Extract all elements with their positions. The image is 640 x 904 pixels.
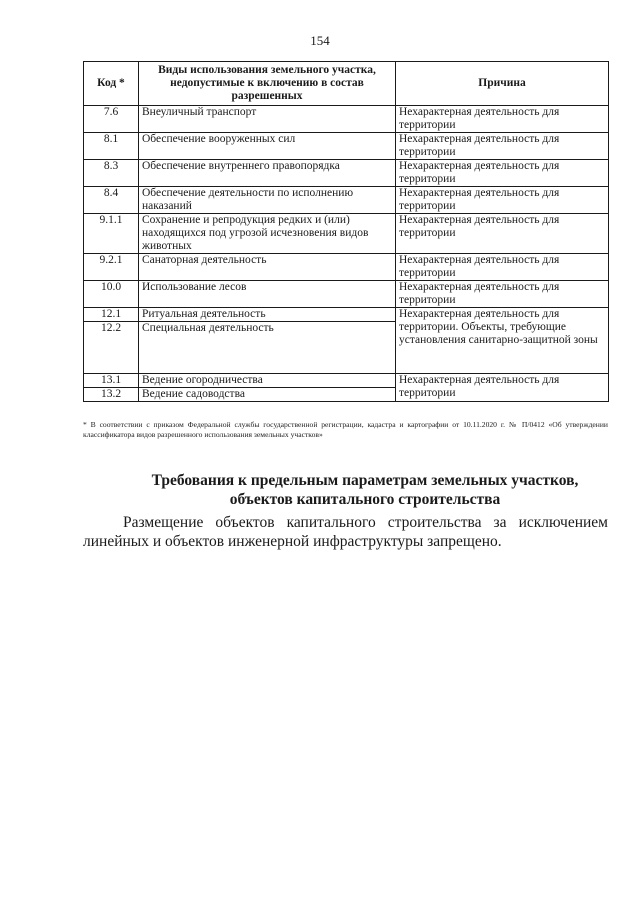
row-code: 8.3 <box>84 160 139 187</box>
row-code: 10.0 <box>84 281 139 308</box>
body-paragraph: Размещение объектов капитального строительства за исключением линейных и объектов инженерной инфраструктуры запрещено. <box>83 514 608 550</box>
table-row <box>84 254 609 281</box>
header-code: Код * <box>84 62 139 106</box>
row-code: 13.2 <box>84 388 139 402</box>
row-reason: Нехарактерная деятельность для территории <box>396 106 609 133</box>
row-reason: Нехарактерная деятельность для территории <box>396 133 609 160</box>
row-use: Ритуальная деятельность <box>139 308 396 322</box>
table-row <box>84 308 609 322</box>
row-use: Специальная деятельность <box>139 322 396 374</box>
row-reason: Нехарактерная деятельность для территории <box>396 281 609 308</box>
header-use: Виды использования земельного участка, недопустимые к включению в состав разрешенных <box>139 62 396 106</box>
header-reason: Причина <box>396 62 609 106</box>
table-row <box>84 160 609 187</box>
row-use: Обеспечение вооруженных сил <box>139 133 396 160</box>
row-code: 8.1 <box>84 133 139 160</box>
row-use: Ведение огородничества <box>139 374 396 388</box>
row-use: Сохранение и репродукция редких и (или) находящихся под угрозой исчезновения видов животных <box>139 214 396 254</box>
row-code: 9.2.1 <box>84 254 139 281</box>
row-reason: Нехарактерная деятельность для территории <box>396 160 609 187</box>
row-reason: Нехарактерная деятельность для территории <box>396 214 609 254</box>
table-row <box>84 106 609 133</box>
table-row <box>84 133 609 160</box>
table-row <box>84 214 609 254</box>
row-code: 12.2 <box>84 322 139 374</box>
table-row <box>84 187 609 214</box>
table-row <box>84 374 609 388</box>
row-use: Обеспечение деятельности по исполнению наказаний <box>139 187 396 214</box>
row-use: Санаторная деятельность <box>139 254 396 281</box>
row-use: Ведение садоводства <box>139 388 396 402</box>
row-reason: Нехарактерная деятельность для территории <box>396 374 609 402</box>
row-reason: Нехарактерная деятельность для территории <box>396 254 609 281</box>
row-use: Использование лесов <box>139 281 396 308</box>
land-use-table <box>83 61 609 402</box>
page-number: 154 <box>310 33 330 48</box>
row-use: Внеуличный транспорт <box>139 106 396 133</box>
row-code: 8.4 <box>84 187 139 214</box>
row-reason: Нехарактерная деятельность для территории. Объекты, требующие установления санитарно-защитной зоны <box>396 308 609 374</box>
row-code: 9.1.1 <box>84 214 139 254</box>
row-reason: Нехарактерная деятельность для территории <box>396 187 609 214</box>
section-heading: Требования к предельным параметрам земельных участков, объектов капитального строительства <box>151 472 579 508</box>
table-row <box>84 281 609 308</box>
table-footnote: * В соответствии с приказом Федеральной службы государственной регистрации, кадастра и картографии от 10.11.2020 г. № П/0412 «Об утверждении классификатора видов разрешенного использования земельных участков» <box>83 420 608 439</box>
row-use: Обеспечение внутреннего правопорядка <box>139 160 396 187</box>
row-code: 12.1 <box>84 308 139 322</box>
row-code: 7.6 <box>84 106 139 133</box>
row-code: 13.1 <box>84 374 139 388</box>
